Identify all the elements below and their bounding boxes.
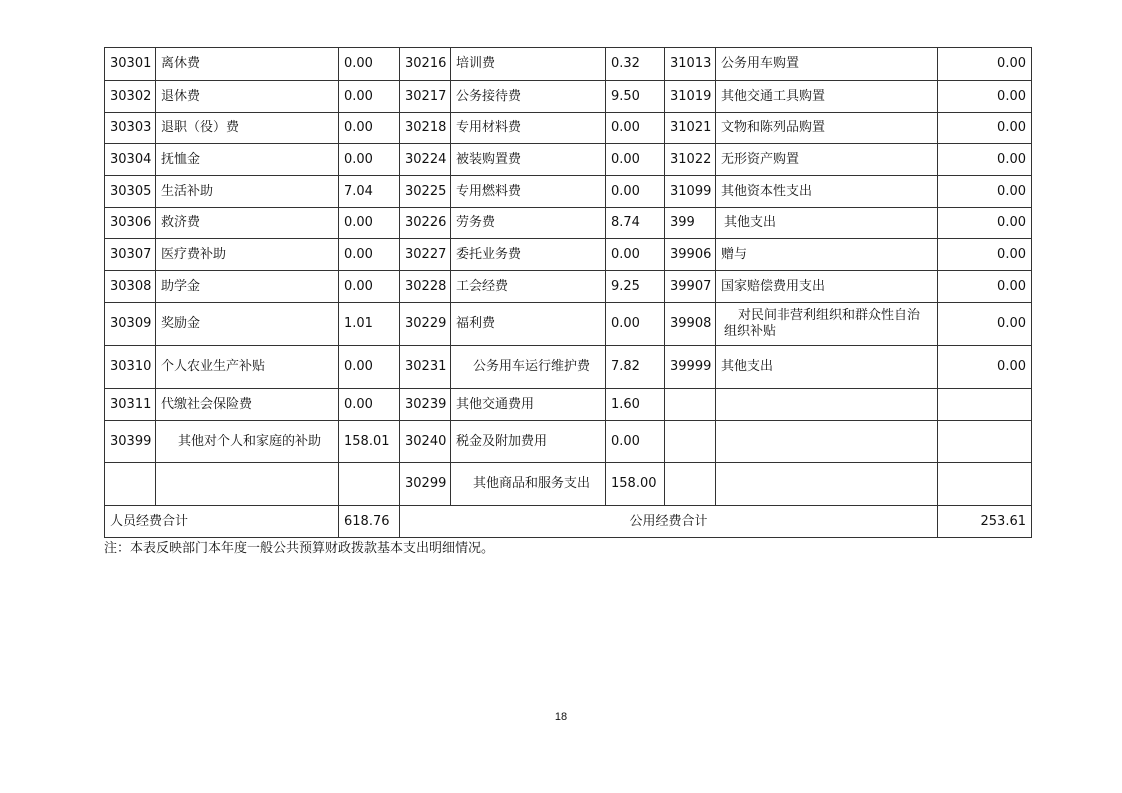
code-cell: 30224: [400, 144, 451, 176]
name-cell: 委托业务费: [451, 239, 606, 271]
name-cell: 抚恤金: [156, 144, 339, 176]
personnel-total-label: 人员经费合计: [105, 506, 339, 538]
expenditure-detail-table: [104, 47, 1032, 538]
code-cell: 30308: [105, 271, 156, 303]
code-cell: 31013: [665, 48, 716, 81]
code-cell: 30226: [400, 208, 451, 239]
amount-cell: 0.00: [938, 271, 1032, 303]
code-cell: 30399: [105, 421, 156, 463]
code-cell: 30228: [400, 271, 451, 303]
code-cell: 30229: [400, 303, 451, 346]
name-cell: 国家赔偿费用支出: [716, 271, 938, 303]
name-cell: 其他资本性支出: [716, 176, 938, 208]
table-row: [105, 81, 1032, 113]
name-cell: 无形资产购置: [716, 144, 938, 176]
code-cell: 30227: [400, 239, 451, 271]
amount-cell: 0.00: [606, 421, 665, 463]
code-cell: 31019: [665, 81, 716, 113]
name-cell: 个人农业生产补贴: [156, 346, 339, 389]
name-cell: 工会经费: [451, 271, 606, 303]
name-cell: 助学金: [156, 271, 339, 303]
amount-cell: 0.00: [938, 303, 1032, 346]
code-cell: 30306: [105, 208, 156, 239]
name-cell: 税金及附加费用: [451, 421, 606, 463]
amount-cell: 1.60: [606, 389, 665, 421]
amount-cell: 0.00: [339, 271, 400, 303]
name-cell: 劳务费: [451, 208, 606, 239]
code-cell: 31022: [665, 144, 716, 176]
name-cell: 赠与: [716, 239, 938, 271]
code-cell: 39906: [665, 239, 716, 271]
code-cell: 30311: [105, 389, 156, 421]
name-cell: 其他支出: [716, 346, 938, 389]
name-cell: 其他对个人和家庭的补助: [156, 421, 339, 463]
amount-cell: 0.00: [339, 208, 400, 239]
personnel-total-value: 618.76: [339, 506, 400, 538]
amount-cell: 0.00: [938, 239, 1032, 271]
name-cell: [156, 463, 339, 506]
code-cell: 30310: [105, 346, 156, 389]
code-cell: 30216: [400, 48, 451, 81]
amount-cell: 0.00: [606, 144, 665, 176]
amount-cell: [938, 389, 1032, 421]
amount-cell: [938, 463, 1032, 506]
table-row: [105, 144, 1032, 176]
name-cell: 医疗费补助: [156, 239, 339, 271]
code-cell: [665, 421, 716, 463]
amount-cell: 0.00: [339, 144, 400, 176]
code-cell: 30309: [105, 303, 156, 346]
name-cell: 被装购置费: [451, 144, 606, 176]
table-row: [105, 239, 1032, 271]
name-cell: 生活补助: [156, 176, 339, 208]
amount-cell: 9.25: [606, 271, 665, 303]
code-cell: [105, 463, 156, 506]
code-cell: 30305: [105, 176, 156, 208]
code-cell: [665, 389, 716, 421]
name-cell: 对民间非营利组织和群众性自治组织补贴: [716, 303, 938, 346]
amount-cell: 0.00: [938, 208, 1032, 239]
table-row: [105, 463, 1032, 506]
name-cell: 其他交通工具购置: [716, 81, 938, 113]
amount-cell: 0.00: [339, 239, 400, 271]
name-cell: 其他支出: [716, 208, 938, 239]
table-row: [105, 271, 1032, 303]
code-cell: 30307: [105, 239, 156, 271]
amount-cell: 1.01: [339, 303, 400, 346]
table-row: [105, 389, 1032, 421]
amount-cell: [938, 421, 1032, 463]
code-cell: 30239: [400, 389, 451, 421]
amount-cell: 0.00: [938, 48, 1032, 81]
amount-cell: 0.00: [606, 303, 665, 346]
amount-cell: 0.00: [938, 176, 1032, 208]
code-cell: 30299: [400, 463, 451, 506]
public-total-label: 公用经费合计: [400, 506, 938, 538]
amount-cell: 0.00: [938, 144, 1032, 176]
name-cell: 救济费: [156, 208, 339, 239]
amount-cell: 7.04: [339, 176, 400, 208]
amount-cell: 158.01: [339, 421, 400, 463]
code-cell: 39907: [665, 271, 716, 303]
table-row: [105, 113, 1032, 144]
totals-row: [105, 506, 1032, 538]
name-cell: 代缴社会保险费: [156, 389, 339, 421]
code-cell: 399: [665, 208, 716, 239]
code-cell: [665, 463, 716, 506]
name-cell: 奖励金: [156, 303, 339, 346]
table-row: [105, 176, 1032, 208]
table-row: [105, 346, 1032, 389]
code-cell: 30225: [400, 176, 451, 208]
amount-cell: 7.82: [606, 346, 665, 389]
amount-cell: 0.00: [938, 81, 1032, 113]
code-cell: 39908: [665, 303, 716, 346]
table-row: [105, 421, 1032, 463]
table-footnote: 注：本表反映部门本年度一般公共预算财政拨款基本支出明细情况。: [104, 541, 495, 556]
amount-cell: 0.00: [339, 389, 400, 421]
amount-cell: 0.00: [606, 113, 665, 144]
code-cell: 31099: [665, 176, 716, 208]
code-cell: 30301: [105, 48, 156, 81]
page-number: 18: [554, 711, 568, 723]
amount-cell: 0.00: [339, 48, 400, 81]
name-cell: 文物和陈列品购置: [716, 113, 938, 144]
table-row: [105, 303, 1032, 346]
name-cell: 专用材料费: [451, 113, 606, 144]
code-cell: 30218: [400, 113, 451, 144]
name-cell: 培训费: [451, 48, 606, 81]
amount-cell: 158.00: [606, 463, 665, 506]
amount-cell: 9.50: [606, 81, 665, 113]
amount-cell: 0.32: [606, 48, 665, 81]
public-total-value: 253.61: [938, 506, 1032, 538]
code-cell: 30304: [105, 144, 156, 176]
amount-cell: [339, 463, 400, 506]
name-cell: 离休费: [156, 48, 339, 81]
code-cell: 30303: [105, 113, 156, 144]
name-cell: 公务接待费: [451, 81, 606, 113]
amount-cell: 0.00: [938, 346, 1032, 389]
name-cell: 公务用车购置: [716, 48, 938, 81]
amount-cell: 0.00: [606, 176, 665, 208]
name-cell: [716, 463, 938, 506]
name-cell: [716, 389, 938, 421]
amount-cell: 0.00: [339, 346, 400, 389]
name-cell: 公务用车运行维护费: [451, 346, 606, 389]
amount-cell: 0.00: [606, 239, 665, 271]
table-row: [105, 48, 1032, 81]
code-cell: 30217: [400, 81, 451, 113]
code-cell: 39999: [665, 346, 716, 389]
code-cell: 30231: [400, 346, 451, 389]
code-cell: 30240: [400, 421, 451, 463]
name-cell: 其他交通费用: [451, 389, 606, 421]
amount-cell: 0.00: [339, 113, 400, 144]
name-cell: 其他商品和服务支出: [451, 463, 606, 506]
name-cell: [716, 421, 938, 463]
amount-cell: 8.74: [606, 208, 665, 239]
table-row: [105, 208, 1032, 239]
name-cell: 退职（役）费: [156, 113, 339, 144]
code-cell: 31021: [665, 113, 716, 144]
name-cell: 退休费: [156, 81, 339, 113]
code-cell: 30302: [105, 81, 156, 113]
amount-cell: 0.00: [339, 81, 400, 113]
name-cell: 福利费: [451, 303, 606, 346]
amount-cell: 0.00: [938, 113, 1032, 144]
name-cell: 专用燃料费: [451, 176, 606, 208]
